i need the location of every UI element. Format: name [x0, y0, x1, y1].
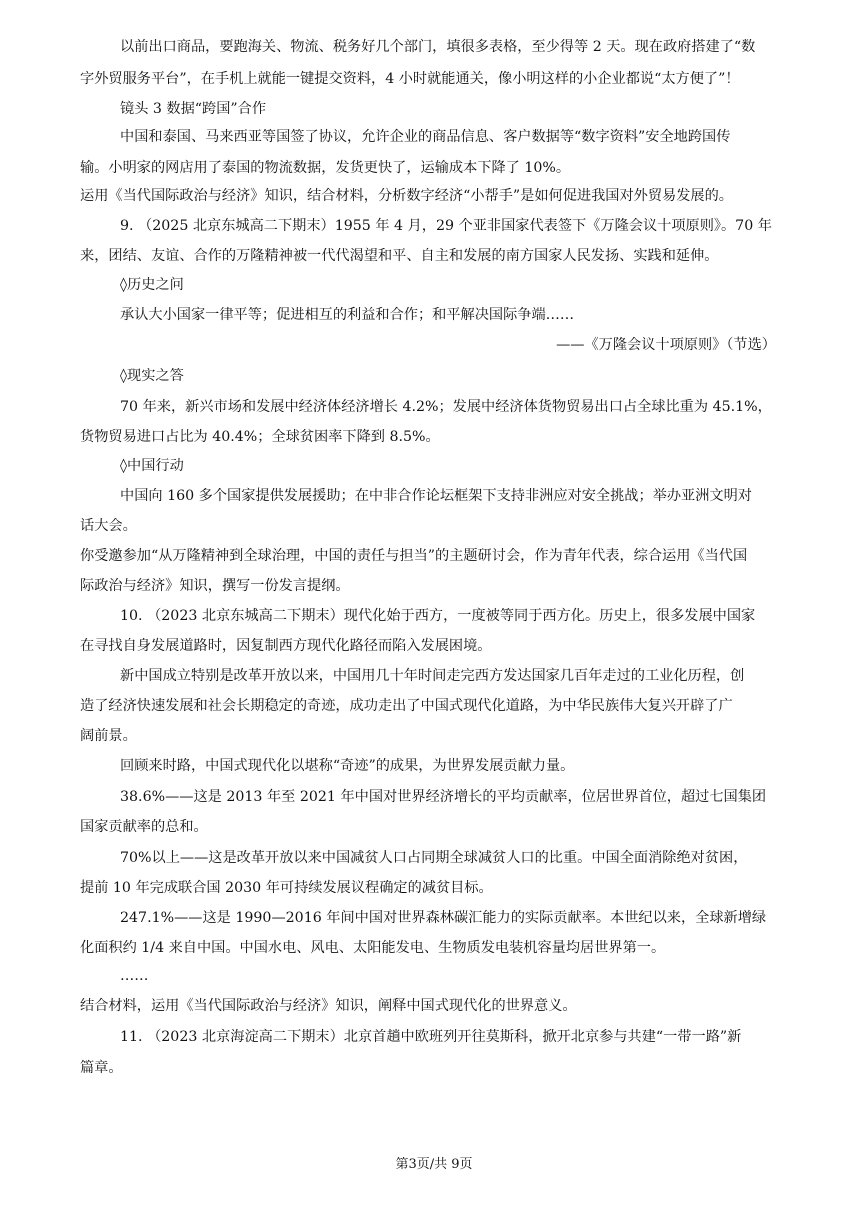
- text-line: 国家贡献率的总和。: [80, 819, 208, 835]
- text-line: 38.6%——这是 2013 年至 2021 年中国对世界经济增长的平均贡献率，位居世界首位，超过七国集团: [120, 789, 767, 805]
- question-9-header: 9. （2025 北京东城高二下期末）1955 年 4 月，29 个亚非国家代表签下《万隆会议十项原则》。70 年: [120, 218, 772, 234]
- text-line: 来，团结、友谊、合作的万隆精神被一代代渴望和平、自主和发展的南方国家人民发扬、实践和延伸。: [80, 248, 719, 264]
- text-line: 提前 10 年完成联合国 2030 年可持续发展议程确定的减贫目标。: [80, 880, 493, 896]
- text-line: 输。小明家的网店用了泰国的物流数据，发货更快了，运输成本下降了 10%。: [80, 160, 571, 176]
- section-heading: 镜头 3 数据“跨国”合作: [120, 101, 267, 117]
- text-line: 承认大小国家一律平等；促进相互的利益和合作；和平解决国际争端……: [120, 307, 575, 323]
- question-10-header: 10. （2023 北京东城高二下期末）现代化始于西方，一度被等同于西方化。历史上，很多发展中国家: [120, 608, 756, 624]
- ellipsis-line: ……: [120, 968, 149, 984]
- text-line: 中国和泰国、马来西亚等国签了协议，允许企业的商品信息、客户数据等“数字资料”安全地跨国传: [120, 129, 731, 145]
- text-line: 在寻找自身发展道路时，因复制西方现代化路径而陷入发展困境。: [80, 638, 492, 654]
- text-line: 以前出口商品，要跑海关、物流、税务好几个部门，填很多表格，至少得等 2 天。现在政府搭建了“数: [120, 39, 756, 55]
- text-line: 话大会。: [80, 518, 137, 534]
- text-line: 阔前景。: [80, 728, 137, 744]
- subheading-reality: ◊现实之答: [120, 368, 184, 384]
- question-line: 际政治与经济》知识，撰写一份发言提纲。: [80, 578, 350, 594]
- question-line: 你受邀参加“从万隆精神到全球治理，中国的责任与担当”的主题研讨会，作为青年代表，综合运用《当代国: [80, 548, 748, 564]
- text-line: 篇章。: [80, 1060, 123, 1076]
- question-line: 运用《当代国际政治与经济》知识，结合材料，分析数字经济“小帮手”是如何促进我国对外贸易发展的。: [80, 188, 733, 204]
- text-line: 货物贸易进口占比为 40.4%；全球贫困率下降到 8.5%。: [80, 429, 440, 445]
- text-line: 70 年来，新兴市场和发展中经济体经济增长 4.2%；发展中经济体货物贸易出口占全球比重为 45.1%，: [120, 399, 772, 415]
- text-line: 造了经济快速发展和社会长期稳定的奇迹，成功走出了中国式现代化道路，为中华民族伟大复兴开辟了广: [80, 698, 733, 714]
- text-line: 70%以上——这是改革开放以来中国减贫人口占同期全球减贫人口的比重。中国全面消除绝对贫困，: [120, 850, 748, 866]
- text-line: 回顾来时路，中国式现代化以堪称“奇迹”的成果，为世界发展贡献力量。: [120, 758, 575, 774]
- page-number-footer: 第3页/共 9页: [395, 1157, 473, 1172]
- text-line: 化面积约 1/4 来自中国。中国水电、风电、太阳能发电、生物质发电装机容量均居世界第一。: [80, 940, 666, 956]
- text-line: 中国向 160 多个国家提供发展援助；在中非合作论坛框架下支持非洲应对安全挑战；举办亚洲文明对: [120, 488, 752, 504]
- text-line: 新中国成立特别是改革开放以来，中国用几十年时间走完西方发达国家几百年走过的工业化历程，创: [120, 668, 745, 684]
- question-11-header: 11. （2023 北京海淀高二下期末）北京首趟中欧班列开往莫斯科，掀开北京参与共建“一带一路”新: [120, 1029, 742, 1045]
- citation: ——《万隆会议十项原则》（节选）: [556, 337, 776, 353]
- subheading-history: ◊历史之问: [120, 277, 184, 293]
- subheading-china-action: ◊中国行动: [120, 458, 184, 474]
- question-line: 结合材料，运用《当代国际政治与经济》知识，阐释中国式现代化的世界意义。: [80, 998, 577, 1014]
- text-line: 247.1%——这是 1990—2016 年间中国对世界森林碳汇能力的实际贡献率。本世纪以来，全球新增绿: [120, 910, 767, 926]
- text-line: 字外贸服务平台”，在手机上就能一键提交资料，4 小时就能通关，像小明这样的小企业都说“太方便了”！: [80, 71, 740, 87]
